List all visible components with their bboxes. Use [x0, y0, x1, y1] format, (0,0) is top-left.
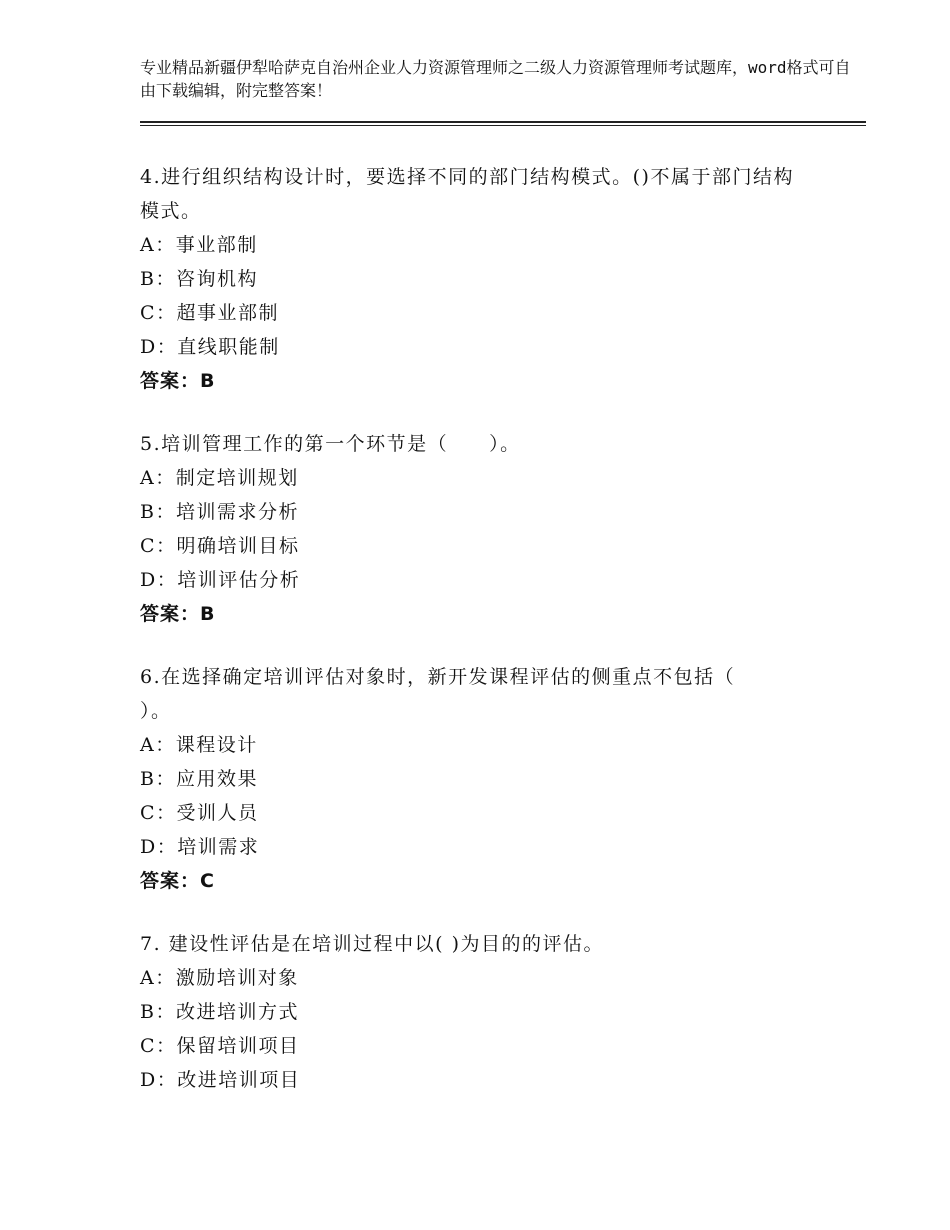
question-stem: 4.进行组织结构设计时，要选择不同的部门结构模式。()不属于部门结构模式。 [140, 166, 794, 222]
answer-text: 答案：C [140, 870, 215, 892]
option-d: D：培训需求 [140, 836, 260, 858]
option-a: A：激励培训对象 [140, 967, 299, 989]
question-stem: 7. 建设性评估是在培训过程中以( )为目的的评估。 [140, 933, 605, 955]
question-stem: 5.培训管理工作的第一个环节是（ ）。 [140, 433, 521, 455]
option-c: C：超事业部制 [140, 302, 280, 324]
question-item [140, 660, 866, 898]
option-d: D：直线职能制 [140, 336, 280, 358]
question-item [140, 160, 866, 398]
answer-text: 答案：B [140, 603, 216, 625]
question-stem: 6.在选择确定培训评估对象时，新开发课程评估的侧重点不包括（ ）。 [140, 666, 736, 722]
option-d: D：培训评估分析 [140, 569, 301, 591]
option-c: C：明确培训目标 [140, 535, 300, 557]
option-a: A：事业部制 [140, 234, 258, 256]
option-a: A：课程设计 [140, 734, 258, 756]
option-b: B：咨询机构 [140, 268, 258, 290]
option-d: D：改进培训项目 [140, 1069, 301, 1091]
option-c: C：保留培训项目 [140, 1035, 300, 1057]
option-c: C：受训人员 [140, 802, 259, 824]
document-title: 专业精品新疆伊犁哈萨克自治州企业人力资源管理师之二级人力资源管理师考试题库，word格式可自由下载编辑，附完整答案！ [140, 58, 851, 100]
option-b: B：培训需求分析 [140, 501, 299, 523]
question-list [140, 160, 866, 1126]
option-b: B：改进培训方式 [140, 1001, 299, 1023]
option-a: A：制定培训规划 [140, 467, 299, 489]
option-b: B：应用效果 [140, 768, 258, 790]
header-divider-thin [140, 125, 866, 126]
header-divider-thick [140, 121, 866, 123]
question-item [140, 427, 866, 631]
answer-text: 答案：B [140, 370, 216, 392]
question-item [140, 927, 866, 1097]
